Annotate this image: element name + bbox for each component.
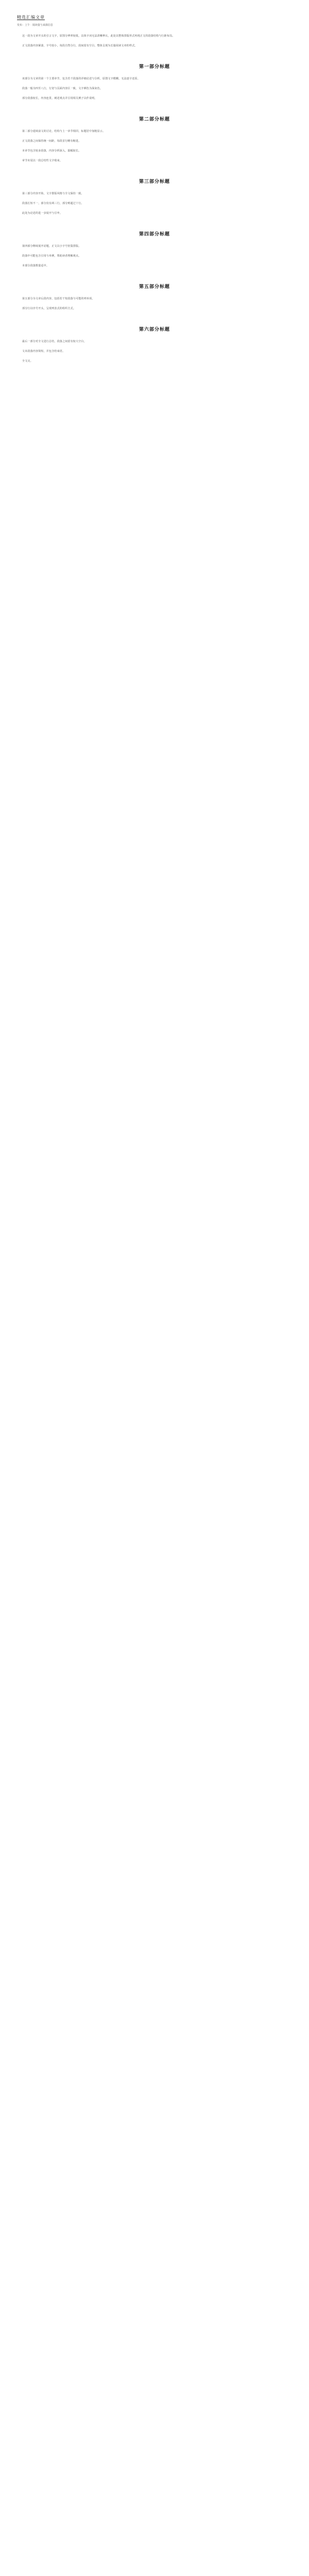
article-title: 精选汇编文章 <box>17 15 45 20</box>
paragraph: 文末段落内容简短，并包含结束语。 <box>22 350 65 353</box>
paragraph: 段落中可能包含引用与举例，帮助读者理解观点。 <box>22 255 81 258</box>
section-heading: 第一部分标题 <box>139 64 170 70</box>
paragraph: 全文完。 <box>22 360 33 363</box>
paragraph: 本部分段落数量适中。 <box>22 264 49 267</box>
paragraph: 第二部分延续前文的讨论，结构与上一章节相同，标题居中加粗显示。 <box>22 130 106 133</box>
paragraph: 正文段落内容紧凑，字号较小，每段自然分行，段间留有空白，整体呈现为长篇阅读文章的样式。 <box>22 44 138 47</box>
paragraph: 本章节包含较多段落，内容分析深入，篇幅较长。 <box>22 149 81 152</box>
article-meta: 发布：上午 · 阅读量与来源信息 <box>17 24 53 27</box>
paragraph: 此处为论述的进一步展开与引申。 <box>22 212 63 215</box>
paragraph: 第五部分为文章后段内容，包括若干短段落与可能的列举项。 <box>22 297 95 300</box>
paragraph: 段落长短不一，部分仅有两三行，部分则超过十行。 <box>22 202 84 205</box>
paragraph: 章节末尾以一段总结性文字收束。 <box>22 159 63 162</box>
paragraph: 这一段为文章开头的引言文字，原图分辨率较低，具体字词无法清晰辨认，此处以整体排版形式再现正文的段落结构与行距布局。 <box>22 35 175 38</box>
section-heading: 第四部分标题 <box>139 232 170 237</box>
paragraph: 该部分为文章的第一个主要章节，包含若干段落的详细论述与分析，原图文字模糊，无法逐字还原。 <box>22 77 140 80</box>
article-sections <box>17 34 292 364</box>
article-body <box>17 14 292 369</box>
paragraph: 部分段落较长，内容连贯，阐述观点并引用相关例子以作说明。 <box>22 97 97 100</box>
paragraph: 段落一般为四至八行，行宽与页面内容区一致，文字颜色为深灰色。 <box>22 87 103 90</box>
section-heading: 第二部分标题 <box>139 117 170 122</box>
section-heading: 第三部分标题 <box>139 179 170 184</box>
paragraph: 正文段落之间保持统一间距，每段首行略有缩进。 <box>22 140 81 143</box>
paragraph: 第四部分继续展开话题，正文以小字号密集排版。 <box>22 245 81 248</box>
paragraph: 第三部分内容开始，文字排版风格与全文保持一致。 <box>22 192 84 195</box>
paragraph: 最后一部分对全文进行总结，段落之间留有较大空白。 <box>22 340 87 343</box>
section-heading: 第五部分标题 <box>139 284 170 290</box>
section-heading: 第六部分标题 <box>139 327 170 332</box>
paragraph: 部分行以序号开头，呈现列表式的组织方式。 <box>22 307 76 310</box>
